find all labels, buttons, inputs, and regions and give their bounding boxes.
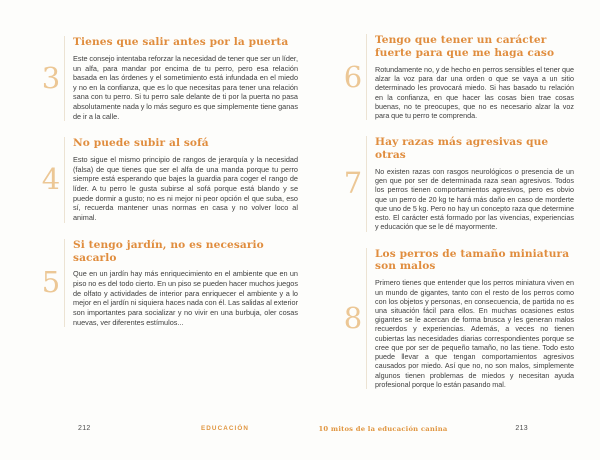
page-right [340, 0, 574, 405]
running-head-chapter: 10 mitos de la educación canina [318, 425, 448, 433]
myth-title: Hay razas más agresivas que otras [375, 136, 549, 162]
myth-number: 8 [343, 300, 363, 335]
myth-section-4 [38, 137, 298, 222]
page-left [38, 0, 298, 343]
myth-title: Si tengo jardín, no es necesario sacarlo [73, 238, 264, 264]
myth-number: 7 [343, 166, 363, 201]
myth-number: 4 [41, 162, 61, 197]
myth-section-8 [340, 248, 574, 389]
myth-content [366, 136, 574, 231]
myth-content [366, 248, 574, 389]
myth-number: 3 [41, 61, 61, 96]
myth-content [64, 137, 298, 222]
myth-title: No puede subir al sofá [73, 137, 209, 150]
myth-body: Primero tienes que entender que los perros miniatura viven en un mundo de gigantes, tanto con el resto de los perros como con los objetos y personas, en consecuencia, de partida no es una situación fácil para ellos. En muchas ocasiones estos gigantes se le acercan de forma brusca y les generan malos recuerdos y experiencias. Además, a veces no tienen cubiertas las necesidades diarias correspondientes porque se cree que por ser de pequeño tamaño, no las tiene. Todo esto puede llevar a que tengan comportamientos agresivos causados por miedo. Así que no, no son malos, simplemente algunos tienen problemas de miedos y necesitan ayuda profesional porque lo están pasando mal. [375, 278, 574, 389]
myth-body: No existen razas con rasgos neurológicos o presencia de un gen que por ser de determinada raza sean agresivos. Todos los perros tienen comportamientos agresivos, pero es obvio que un perro de 20 kg te hará más daño en caso de morderte que uno de 5 kg. Pero no hay un concepto raza que determine esto. El carácter está formado por las vivencias, experiencias y educación que se le dé mayormente. [375, 167, 574, 232]
myth-number: 5 [41, 265, 61, 300]
page-number-right: 213 [515, 425, 528, 432]
myth-body: Esto sigue el mismo principio de rangos de jerarquía y la necesidad (falsa) de que tienes que ser el alfa de una manda porque tu perro siempre está esperando que bajes la guardia para coger el rango de líder. A tu perro le gusta subirse al sofá porque está blando y se puede dormir a gusto; no es ni mejor ni peor opción el que suba, eso sí, recuerda mantener unas normas en casa y no volver loco al animal. [73, 155, 298, 222]
myth-title: Tengo que tener un carácter fuerte para que me haga caso [375, 34, 555, 59]
myth-title: Tienes que salir antes por la puerta [73, 36, 289, 48]
myth-section-5 [38, 239, 298, 328]
myth-title: Los perros de tamaño miniatura son malos [375, 247, 570, 273]
myth-body: Este consejo intentaba reforzar la necesidad de tener que ser un líder, un alfa, para mandar por encima de tu perro, pero esa relación basada en las órdenes y el sometimiento está infundada en el miedo y no en la confianza, que es lo que necesitas para tener una relación sana con tu perro. Si tu perro sale delante de ti por la puerta no pasa absolutamente nada y lo más seguro es que simplemente tiene ganas de ir a la calle. [73, 53, 298, 121]
running-head-section: EDUCACIÓN [200, 425, 250, 432]
myth-section-6 [340, 34, 574, 120]
page-number-left: 212 [78, 425, 91, 432]
footer [0, 425, 600, 439]
myth-number: 6 [343, 59, 363, 94]
myth-body: Rotundamente no, y de hecho en perros sensibles el tener que alzar la voz para dar una orden o que se vaya a un sitio determinado les provocará miedo. Si has basado tu relación en la confianza, en que hacer las cosas bien trae cosas buenas, no te preocupes, que no es necesario alzar la voz para que tu perro te comprenda. [375, 64, 574, 120]
myth-content [366, 34, 574, 120]
myth-content [64, 239, 298, 328]
myth-content [64, 36, 298, 121]
myth-section-3 [38, 36, 298, 121]
myth-section-7 [340, 136, 574, 231]
myth-body: Que en un jardín hay más enriquecimiento en el ambiente que en un piso no es del todo cierto. En un piso se pueden hacer muchos juegos de olfato y actividades de interior para enriquecer el ambiente y a lo mejor en el jardín ni siquiera haces nada con él. Las salidas al exterior son importantes para socializar y no vivir en una burbuja, oler cosas nuevas, ver diferentes estímulos... [73, 269, 298, 327]
